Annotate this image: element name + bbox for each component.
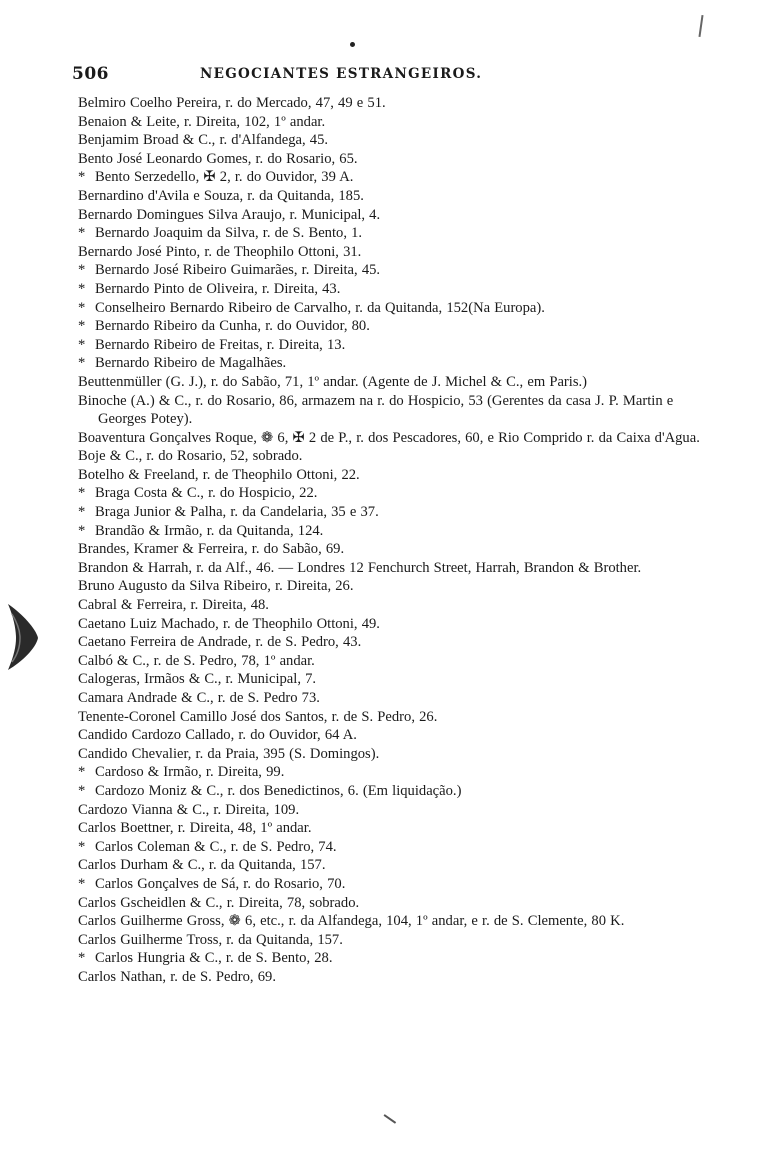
entry-text: Cardozo Vianna & C., r. Direita, 109.: [78, 801, 300, 818]
directory-entry: [78, 856, 708, 875]
entry-text: Carlos Guilherme Gross, ❁ 6, etc., r. da Alfandega, 104, 1º andar, e r. de S. Clemente, 80 K.: [78, 913, 625, 930]
entry-text: Carlos Gonçalves de Sá, r. do Rosario, 70.: [95, 875, 346, 892]
directory-entry: [78, 503, 708, 522]
asterisk-mark: *: [78, 169, 86, 186]
entry-text: Calbó & C., r. de S. Pedro, 78, 1º andar.: [78, 652, 315, 669]
directory-entry: [78, 540, 708, 559]
directory-entry: [78, 819, 708, 838]
entry-text: Caetano Ferreira de Andrade, r. de S. Pedro, 43.: [78, 634, 362, 651]
asterisk-mark: *: [78, 764, 86, 781]
entry-text: Beuttenmüller (G. J.), r. do Sabão, 71, 1º andar. (Agente de J. Michel & C., em Paris.): [78, 373, 588, 390]
entry-text: Cabral & Ferreira, r. Direita, 48.: [78, 597, 269, 614]
binder-clip-shadow: [6, 602, 40, 672]
entry-text: Bernardo José Pinto, r. de Theophilo Ottoni, 31.: [78, 243, 362, 260]
directory-entry: [78, 168, 708, 187]
directory-entry: [78, 131, 708, 150]
directory-entry: [78, 577, 708, 596]
entry-text: Carlos Gscheidlen & C., r. Direita, 78, sobrado.: [78, 894, 360, 911]
directory-entry: [78, 224, 708, 243]
entry-text: Carlos Durham & C., r. da Quitanda, 157.: [78, 857, 326, 874]
page-number: 506: [72, 64, 109, 84]
entry-text: Cardozo Moniz & C., r. dos Benedictinos, 6. (Em liquidação.): [95, 782, 462, 799]
directory-entry: [78, 652, 708, 671]
entry-text: Boaventura Gonçalves Roque, ❁ 6, ✠ 2 de P., r. dos Pescadores, 60, e Rio Comprido r. da Caixa d'Agua.: [78, 429, 700, 446]
entry-text: Conselheiro Bernardo Ribeiro de Carvalho, r. da Quitanda, 152(Na Europa).: [95, 299, 545, 316]
entry-text: Brandes, Kramer & Ferreira, r. do Sabão, 69.: [78, 541, 345, 558]
directory-entry: [78, 336, 708, 355]
entry-text: Braga Costa & C., r. do Hospicio, 22.: [95, 485, 318, 502]
directory-entry: [78, 392, 708, 429]
directory-entry: [78, 968, 708, 987]
ink-dot-mark: [350, 42, 355, 47]
asterisk-mark: *: [78, 522, 86, 539]
directory-entry: [78, 354, 708, 373]
directory-entry: [78, 522, 708, 541]
entry-text: Bernardino d'Avila e Souza, r. da Quitanda, 185.: [78, 187, 364, 204]
directory-entry: [78, 150, 708, 169]
directory-entry: [78, 484, 708, 503]
asterisk-mark: *: [78, 318, 86, 335]
directory-entry: [78, 299, 708, 318]
entry-text: Carlos Hungria & C., r. de S. Bento, 28.: [95, 950, 333, 967]
margin-stroke-mark: [698, 15, 703, 37]
directory-entry: [78, 949, 708, 968]
directory-entry: [78, 708, 708, 727]
entry-text: Candido Cardozo Callado, r. do Ouvidor, 64 A.: [78, 727, 357, 744]
entry-text: Bruno Augusto da Silva Ribeiro, r. Direita, 26.: [78, 578, 354, 595]
asterisk-mark: *: [78, 336, 86, 353]
entry-text: Boje & C., r. do Rosario, 52, sobrado.: [78, 448, 303, 465]
entry-text: Bernardo Pinto de Oliveira, r. Direita, 43.: [95, 280, 341, 297]
entry-text: Bento Serzedello, ✠ 2, r. do Ouvidor, 39 A.: [95, 169, 354, 186]
entry-text: Brandon & Harrah, r. da Alf., 46. — Londres 12 Fenchurch Street, Harrah, Brandon & Brother.: [78, 559, 642, 576]
directory-entry: [78, 317, 708, 336]
stray-ink-stroke: [384, 1114, 396, 1123]
directory-entry: [78, 429, 708, 448]
asterisk-mark: *: [78, 950, 86, 967]
directory-entry: [78, 670, 708, 689]
entry-text: Benaion & Leite, r. Direita, 102, 1º andar.: [78, 113, 326, 130]
entry-text: Bernardo Ribeiro de Freitas, r. Direita, 13.: [95, 336, 346, 353]
directory-entry: [78, 243, 708, 262]
entry-text: Cardoso & Irmão, r. Direita, 99.: [95, 764, 285, 781]
asterisk-mark: *: [78, 875, 86, 892]
entry-text: Carlos Boettner, r. Direita, 48, 1º andar.: [78, 820, 312, 837]
entry-text: Benjamim Broad & C., r. d'Alfandega, 45.: [78, 132, 329, 149]
page-header: [72, 64, 552, 88]
directory-entry: [78, 689, 708, 708]
entry-text: Bento José Leonardo Gomes, r. do Rosario, 65.: [78, 150, 358, 167]
running-title: NEGOCIANTES ESTRANGEIROS.: [200, 66, 483, 82]
entry-text: Calogeras, Irmãos & C., r. Municipal, 7.: [78, 671, 317, 688]
entry-text: Brandão & Irmão, r. da Quitanda, 124.: [95, 522, 324, 539]
directory-entry: [78, 206, 708, 225]
directory-entry: [78, 113, 708, 132]
directory-entry: [78, 782, 708, 801]
entry-text: Bernardo Joaquim da Silva, r. de S. Bento, 1.: [95, 225, 363, 242]
directory-entry: [78, 931, 708, 950]
asterisk-mark: *: [78, 262, 86, 279]
directory-entry: [78, 596, 708, 615]
directory-entry: [78, 801, 708, 820]
asterisk-mark: *: [78, 280, 86, 297]
asterisk-mark: *: [78, 838, 86, 855]
directory-entry: [78, 187, 708, 206]
directory-entry: [78, 763, 708, 782]
entry-text: Belmiro Coelho Pereira, r. do Mercado, 47, 49 e 51.: [78, 95, 386, 111]
entry-text: Bernardo Ribeiro de Magalhães.: [95, 355, 287, 372]
entry-text: Bernardo Ribeiro da Cunha, r. do Ouvidor, 80.: [95, 318, 370, 335]
entry-text: Candido Chevalier, r. da Praia, 395 (S. Domingos).: [78, 745, 380, 762]
directory-entry: [78, 726, 708, 745]
entry-text: Braga Junior & Palha, r. da Candelaria, 35 e 37.: [95, 504, 379, 521]
asterisk-mark: *: [78, 299, 86, 316]
entry-text: Botelho & Freeland, r. de Theophilo Ottoni, 22.: [78, 466, 360, 483]
entry-text: Carlos Guilherme Tross, r. da Quitanda, 157.: [78, 931, 343, 948]
entry-text: Carlos Coleman & C., r. de S. Pedro, 74.: [95, 838, 337, 855]
directory-entry: [78, 466, 708, 485]
directory-entry: [78, 280, 708, 299]
entry-text: Carlos Nathan, r. de S. Pedro, 69.: [78, 968, 276, 985]
directory-entry: [78, 373, 708, 392]
asterisk-mark: *: [78, 485, 86, 502]
directory-entry: [78, 447, 708, 466]
directory-entry: [78, 912, 708, 931]
entry-text: Camara Andrade & C., r. de S. Pedro 73.: [78, 690, 320, 706]
directory-entry: [78, 615, 708, 634]
directory-entry: [78, 559, 708, 578]
directory-entry: [78, 745, 708, 764]
directory-entry: [78, 261, 708, 280]
directory-entry: [78, 894, 708, 913]
entry-text: Bernardo José Ribeiro Guimarães, r. Direita, 45.: [95, 262, 381, 279]
directory-entry: [78, 633, 708, 652]
asterisk-mark: *: [78, 225, 86, 242]
directory-entry: [78, 875, 708, 894]
directory-entry: [78, 94, 708, 113]
asterisk-mark: *: [78, 504, 86, 521]
entry-text: Binoche (A.) & C., r. do Rosario, 86, armazem na r. do Hospicio, 53 (Gerentes da casa J. P. Martin e Georges Potey).: [78, 392, 674, 428]
asterisk-mark: *: [78, 355, 86, 372]
entry-text: Caetano Luiz Machado, r. de Theophilo Ottoni, 49.: [78, 615, 380, 632]
entry-text: Bernardo Domingues Silva Araujo, r. Municipal, 4.: [78, 206, 381, 223]
entry-text: Tenente-Coronel Camillo José dos Santos, r. de S. Pedro, 26.: [78, 708, 438, 725]
asterisk-mark: *: [78, 782, 86, 799]
directory-entry: [78, 838, 708, 857]
entry-list: [78, 94, 708, 987]
